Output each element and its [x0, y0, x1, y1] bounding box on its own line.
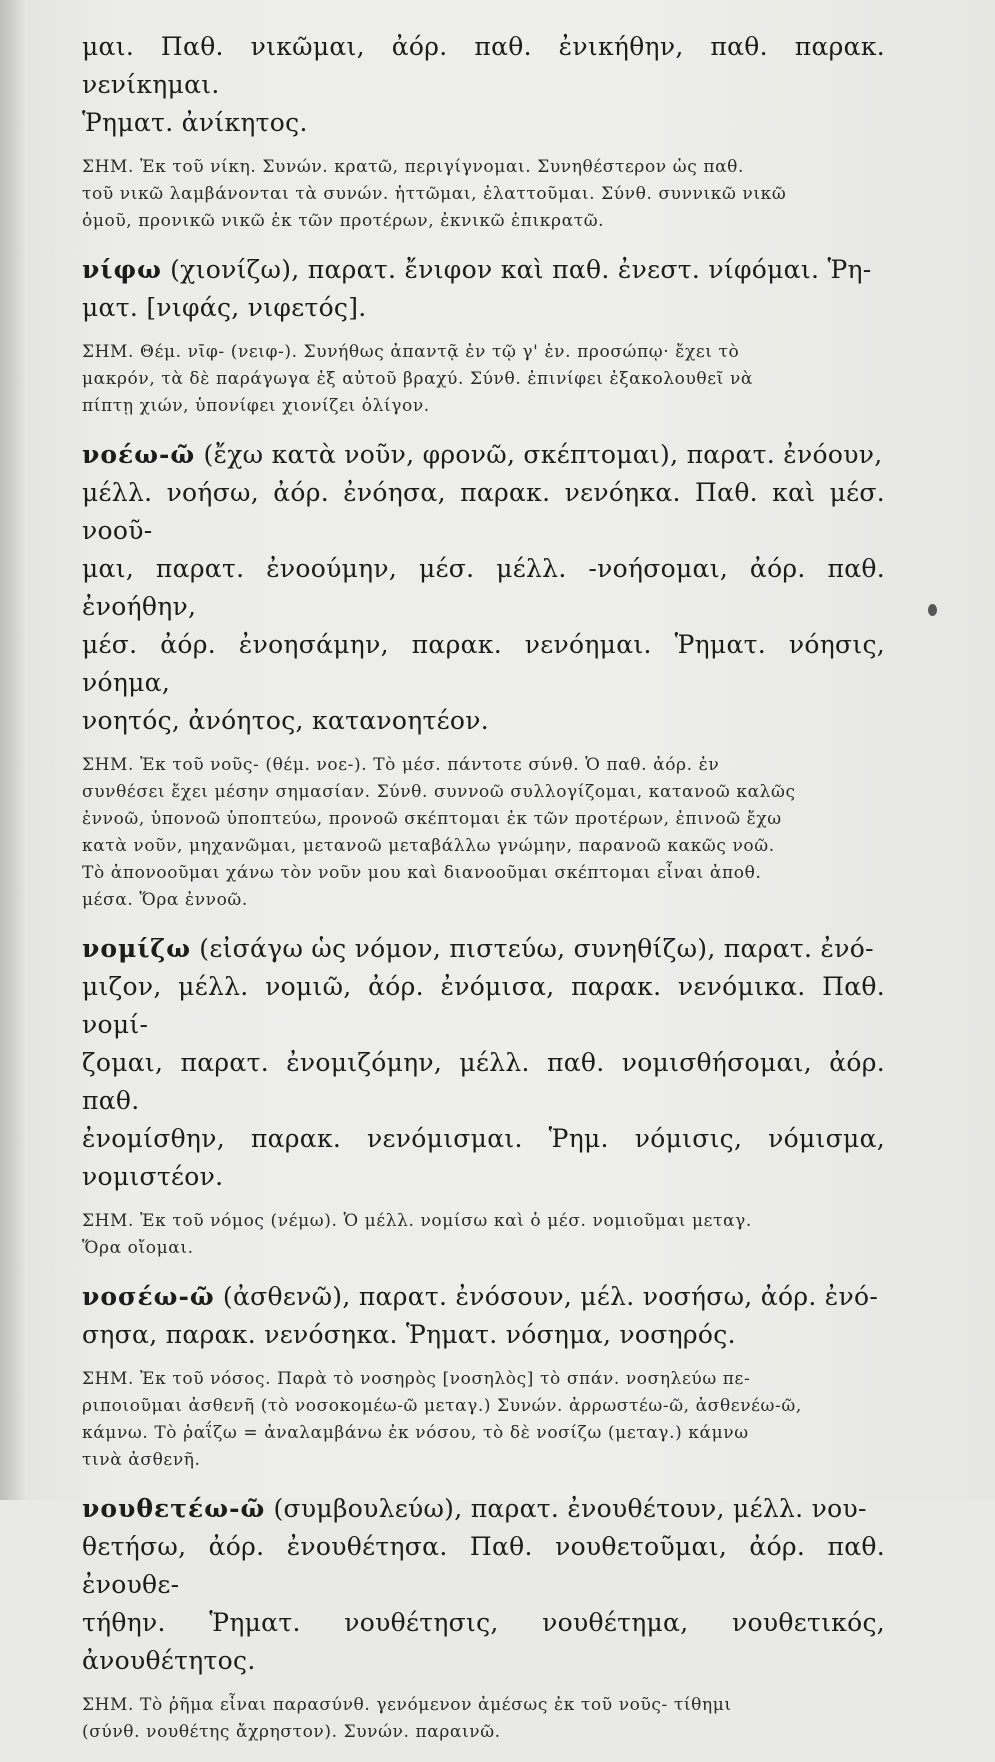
- entry-line: [82, 289, 885, 327]
- spacer: [82, 327, 885, 339]
- line-text: ΣΗΜ. Ἐκ τοῦ νόμος (νέμω). Ὁ μέλλ. νομίσω καὶ ὁ μέσ. νομιοῦμαι μεταγ.: [82, 1211, 752, 1231]
- line-text: μέσα. Ὅρα ἐννοῶ.: [82, 890, 248, 910]
- note-line: [82, 154, 885, 181]
- line-text: ΣΗΜ. Ἐκ τοῦ νίκη. Συνών. κρατῶ, περιγίγνομαι. Συνηθέστερον ὡς παθ.: [82, 157, 745, 177]
- note-line: [82, 1235, 885, 1262]
- line-text: τινὰ ἀσθενῆ.: [82, 1450, 201, 1470]
- spacer: [82, 1474, 885, 1490]
- line-text: (ἀσθενῶ), παρατ. ἐνόσουν, μέλ. νοσήσω, ἀόρ. ἐνό-: [214, 1282, 879, 1311]
- line-text: συνθέσει ἔχει μέσην σημασίαν. Σύνθ. συννοῶ συλλογίζομαι, κατανοῶ καλῶς: [82, 782, 796, 802]
- spacer: [82, 1262, 885, 1278]
- note-line: [82, 860, 885, 887]
- line-text: μαι. Παθ. νικῶμαι, ἀόρ. παθ. ἐνικήθην, παθ. παρακ. νενίκημαι.: [82, 32, 885, 99]
- line-text: (χιονίζω), παρατ. ἔνιφον καὶ παθ. ἐνεστ. νίφόμαι. Ῥη-: [161, 255, 872, 284]
- line-text: ΣΗΜ. Ἐκ τοῦ νόσος. Παρὰ τὸ νοσηρὸς [νοσηλὸς] τὸ σπάν. νοσηλεύω πε-: [82, 1369, 751, 1389]
- note-line: [82, 806, 885, 833]
- line-text: Ὅρα οἴομαι.: [82, 1238, 194, 1258]
- spacer: [82, 1746, 885, 1762]
- entry-line: [82, 550, 885, 626]
- line-text: μέσ. ἀόρ. ἐνοησάμην, παρακ. νενόημαι. Ῥηματ. νόησις, νόημα,: [82, 630, 885, 697]
- line-text: τήθην. Ῥηματ. νουθέτησις, νουθέτημα, νουθετικός, ἀνουθέτητος.: [82, 1608, 885, 1675]
- entry-line: [82, 1278, 885, 1316]
- headword: νοέω-ῶ: [82, 440, 196, 469]
- note-line: [82, 1393, 885, 1420]
- entry-line: [82, 251, 885, 289]
- note-line: [82, 393, 885, 420]
- line-text: (εἰσάγω ὡς νόμον, πιστεύω, συνηθίζω), παρατ. ἐνό-: [191, 934, 874, 963]
- page-content: [82, 28, 885, 1762]
- entry-line: [82, 474, 885, 550]
- line-text: ΣΗΜ. Ἐκ τοῦ νοῦς- (θέμ. νοε-). Τὸ μέσ. πάντοτε σύνθ. Ὁ παθ. ἀόρ. ἐν: [82, 755, 720, 775]
- line-text: πίπτῃ χιών, ὑπονίφει χιονίζει ὀλίγον.: [82, 396, 430, 416]
- note-line: [82, 181, 885, 208]
- dictionary-entry: [82, 436, 885, 740]
- spacer: [82, 1680, 885, 1692]
- line-text: ὁμοῦ, προνικῶ νικῶ ἐκ τῶν προτέρων, ἐκνικῶ ἐπικρατῶ.: [82, 211, 605, 231]
- note-line: [82, 1692, 885, 1719]
- note-line: [82, 1366, 885, 1393]
- line-text: ΣΗΜ. Θέμ. νῑφ- (νειφ-). Συνήθως ἀπαντᾷ ἐν τῷ γ' ἑν. προσώπῳ· ἔχει τὸ: [82, 342, 740, 362]
- entry-line: [82, 1044, 885, 1120]
- headword: νομίζω: [82, 934, 192, 963]
- line-text: Τὸ ἀπονοοῦμαι χάνω τὸν νοῦν μου καὶ διανοοῦμαι σκέπτομαι εἶναι ἀποθ.: [82, 863, 762, 883]
- note-line: [82, 339, 885, 366]
- note-line: [82, 1719, 885, 1746]
- headword: νίφω: [82, 255, 162, 284]
- line-text: μιζον, μέλλ. νομιῶ, ἀόρ. ἐνόμισα, παρακ. νενόμικα. Παθ. νομί-: [82, 972, 885, 1039]
- note-line: [82, 752, 885, 779]
- binding-shadow: [0, 0, 26, 1500]
- line-text: ἐνομίσθην, παρακ. νενόμισμαι. Ῥημ. νόμισις, νόμισμα, νομιστέον.: [82, 1124, 885, 1191]
- entry-line: [82, 1490, 885, 1528]
- note-line: [82, 366, 885, 393]
- line-text: μέλλ. νοήσω, ἀόρ. ἐνόησα, παρακ. νενόηκα. Παθ. καὶ μέσ. νοοῦ-: [82, 478, 885, 545]
- entry-note: [82, 1692, 885, 1746]
- note-line: [82, 1208, 885, 1235]
- note-line: [82, 1420, 885, 1447]
- dictionary-entry: [82, 251, 885, 327]
- entry-line: [82, 968, 885, 1044]
- ink-blot: [928, 604, 937, 616]
- note-line: [82, 1447, 885, 1474]
- entry-line: [82, 1120, 885, 1196]
- entry-line: [82, 930, 885, 968]
- line-text: (ἔχω κατὰ νοῦν, φρονῶ, σκέπτομαι), παρατ. ἐνόουν,: [195, 440, 883, 469]
- entry-note: [82, 1208, 885, 1262]
- line-text: σησα, παρακ. νενόσηκα. Ῥηματ. νόσημα, νοσηρός.: [82, 1320, 736, 1349]
- line-text: μακρόν, τὰ δὲ παράγωγα ἐξ αὐτοῦ βραχύ. Σύνθ. ἐπινίφει ἐξακολουθεῖ νὰ: [82, 369, 753, 389]
- line-text: νοητός, ἀνόητος, κατανοητέον.: [82, 706, 490, 735]
- line-text: ζομαι, παρατ. ἐνομιζόμην, μέλλ. παθ. νομισθήσομαι, ἀόρ. παθ.: [82, 1048, 885, 1115]
- note-line: [82, 887, 885, 914]
- line-text: Ῥηματ. ἀνίκητος.: [82, 108, 308, 137]
- entry-line: [82, 702, 885, 740]
- dictionary-entry: [82, 930, 885, 1196]
- entry-line: [82, 436, 885, 474]
- headword: νοσέω-ῶ: [82, 1282, 215, 1311]
- entry-line: [82, 104, 885, 142]
- note-line: [82, 779, 885, 806]
- entry-note: [82, 752, 885, 914]
- entry-line: [82, 626, 885, 702]
- spacer: [82, 914, 885, 930]
- entry-line: [82, 1528, 885, 1604]
- spacer: [82, 142, 885, 154]
- entry-line: [82, 1604, 885, 1680]
- dictionary-entry: [82, 1490, 885, 1680]
- line-text: ΣΗΜ. Τὸ ῥῆμα εἶναι παρασύνθ. γενόμενον ἀμέσως ἐκ τοῦ νοῦς- τίθημι: [82, 1695, 732, 1715]
- dictionary-entry: [82, 1278, 885, 1354]
- line-text: κάμνω. Τὸ ῥαΐζω = ἀναλαμβάνω ἐκ νόσου, τὸ δὲ νοσίζω (μεταγ.) κάμνω: [82, 1423, 749, 1443]
- spacer: [82, 740, 885, 752]
- line-text: ἐννοῶ, ὑπονοῶ ὑποπτεύω, προνοῶ σκέπτομαι ἐκ τῶν προτέρων, ἐπινοῶ ἔχω: [82, 809, 782, 829]
- entry-line: [82, 1316, 885, 1354]
- line-text: θετήσω, ἀόρ. ἐνουθέτησα. Παθ. νουθετοῦμαι, ἀόρ. παθ. ἐνουθε-: [82, 1532, 885, 1599]
- line-text: (συμβουλεύω), παρατ. ἐνουθέτουν, μέλλ. νου-: [265, 1494, 867, 1523]
- spacer: [82, 1196, 885, 1208]
- spacer: [82, 1354, 885, 1366]
- line-text: μαι, παρατ. ἐνοούμην, μέσ. μέλλ. -νοήσομαι, ἀόρ. παθ. ἐνοήθην,: [82, 554, 885, 621]
- entry-note: [82, 1366, 885, 1474]
- line-text: ριποιοῦμαι ἀσθενῆ (τὸ νοσοκομέω-ῶ μεταγ.) Συνών. ἀρρωστέω-ῶ, ἀσθενέω-ῶ,: [82, 1396, 802, 1416]
- headword: νουθετέω-ῶ: [82, 1494, 266, 1523]
- line-text: ματ. [νιφάς, νιφετός].: [82, 293, 367, 322]
- spacer: [82, 235, 885, 251]
- line-text: τοῦ νικῶ λαμβάνονται τὰ συνών. ἡττῶμαι, ἐλαττοῦμαι. Σύνθ. συννικῶ νικῶ: [82, 184, 787, 204]
- entry-note: [82, 154, 885, 235]
- line-text: κατὰ νοῦν, μηχανῶμαι, μετανοῶ μεταβάλλω γνώμην, παρανοῶ κακῶς νοῶ.: [82, 836, 775, 856]
- note-line: [82, 208, 885, 235]
- line-text: (σύνθ. νουθέτης ἄχρηστον). Συνών. παραινῶ.: [82, 1722, 501, 1742]
- dictionary-entry: [82, 28, 885, 142]
- entry-note: [82, 339, 885, 420]
- note-line: [82, 833, 885, 860]
- spacer: [82, 420, 885, 436]
- entry-line: [82, 28, 885, 104]
